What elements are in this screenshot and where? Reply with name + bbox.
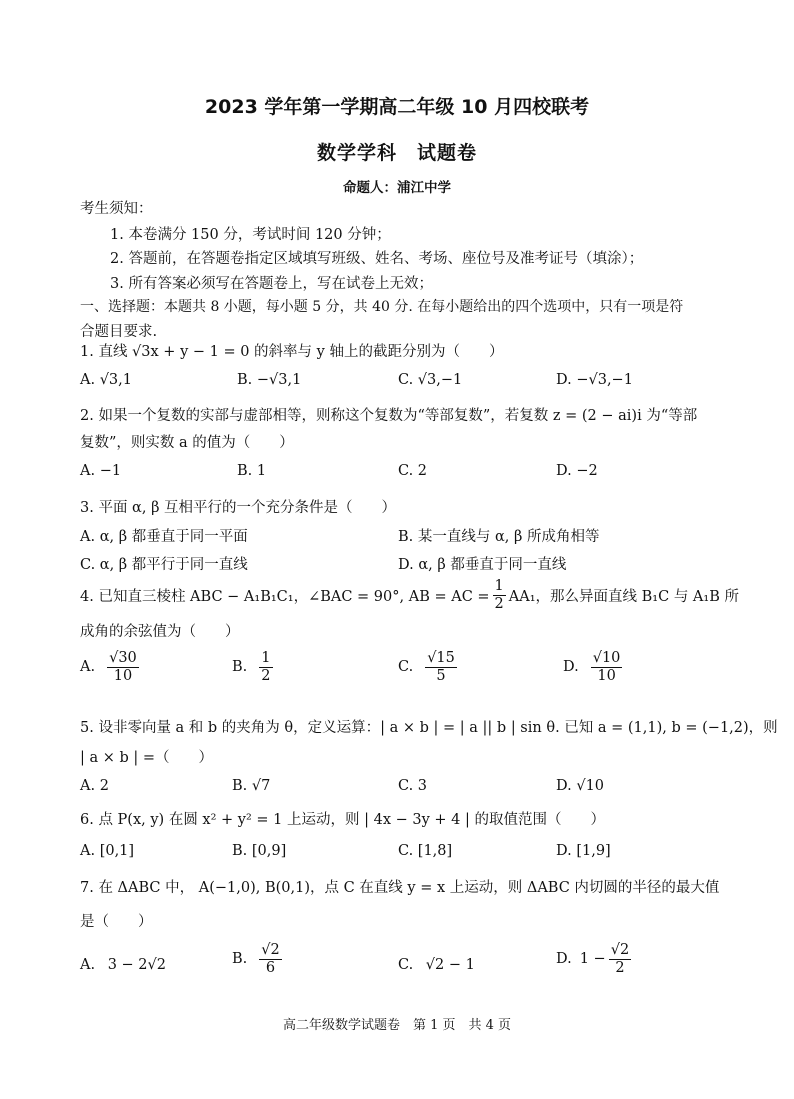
section-intro-line2: 合题目要求. bbox=[80, 324, 158, 340]
q4-option-a-label: A. bbox=[80, 659, 96, 676]
q4-option-c-den: 5 bbox=[436, 667, 446, 684]
q4-option-a-den: 10 bbox=[113, 667, 133, 684]
q7-option-d-label: D. bbox=[556, 951, 572, 968]
q5-option-c: C. 3 bbox=[398, 778, 428, 794]
notice-heading: 考生须知： bbox=[80, 201, 153, 217]
exam-subtitle: 数学学科 试题卷 bbox=[316, 142, 477, 164]
q4-option-b-frac bbox=[259, 650, 272, 684]
q4-option-c-label: C. bbox=[398, 659, 414, 676]
q4-option-d-frac bbox=[591, 650, 623, 684]
q7-option-b bbox=[232, 942, 285, 976]
q3-option-b: B. 某一直线与 α, β 所成角相等 bbox=[398, 529, 600, 545]
q7-option-d-num: √2 bbox=[610, 942, 630, 958]
q7-option-b-frac bbox=[259, 942, 281, 976]
q4-frac-denominator: 2 bbox=[494, 595, 504, 612]
q2-option-d: D. −2 bbox=[556, 463, 598, 479]
q2-option-a: A. −1 bbox=[80, 463, 122, 479]
q4-option-c-num: √15 bbox=[427, 650, 455, 666]
q4-stem-fraction bbox=[493, 578, 506, 612]
question-4-stem-line1 bbox=[80, 578, 739, 612]
q3-option-a: A. α, β 都垂直于同一平面 bbox=[80, 529, 248, 545]
notice-item-1: 1. 本卷满分 150 分，考试时间 120 分钟； bbox=[110, 227, 391, 243]
q6-option-b: B. [0,9] bbox=[232, 843, 287, 859]
question-7-stem-line1: 7. 在 ΔABC 中， A(−1,0), B(0,1)，点 C 在直线 y = x 上运动，则 ΔABC 内切圆的半径的最大值 bbox=[80, 880, 720, 896]
q5-option-a: A. 2 bbox=[80, 778, 109, 794]
q4-option-b-num: 1 bbox=[261, 650, 271, 666]
question-setter: 命题人：浦江中学 bbox=[343, 180, 451, 196]
q7-option-d-frac bbox=[609, 942, 631, 976]
q7-option-a-text: 3 − 2√2 bbox=[107, 957, 166, 973]
q7-option-c-label: C. bbox=[398, 957, 414, 973]
question-5-stem-line2: | a × b | =（ ） bbox=[80, 750, 214, 766]
question-2-stem-line2: 复数”，则实数 a 的值为（ ） bbox=[80, 435, 294, 451]
q7-option-d bbox=[556, 942, 634, 976]
q4-option-a-num: √30 bbox=[109, 650, 137, 666]
q4-option-b bbox=[232, 650, 276, 684]
q4-option-d-num: √10 bbox=[592, 650, 621, 666]
question-5-stem-line1: 5. 设非零向量 a 和 b 的夹角为 θ，定义运算：| a × b | = | a || b | sin θ. 已知 a = (1,1), b = (−1,2)，则 bbox=[80, 720, 778, 736]
q6-option-d: D. [1,9] bbox=[556, 843, 611, 859]
q4-stem-part-a: 4. 已知直三棱柱 ABC − A₁B₁C₁，∠BAC = 90°, AB = AC = bbox=[80, 588, 490, 605]
q4-option-c bbox=[398, 650, 460, 684]
question-6-stem: 6. 点 P(x, y) 在圆 x² + y² = 1 上运动，则 | 4x − 3y + 4 | 的取值范围（ ） bbox=[80, 812, 605, 828]
question-3-stem: 3. 平面 α, β 互相平行的一个充分条件是（ ） bbox=[80, 500, 397, 516]
q1-option-b: B. −√3,1 bbox=[237, 372, 302, 388]
q7-option-a bbox=[80, 957, 166, 973]
notice-item-2: 2. 答题前，在答题卷指定区域填写班级、姓名、考场、座位号及准考证号（填涂）； bbox=[110, 251, 644, 267]
q6-option-c: C. [1,8] bbox=[398, 843, 453, 859]
q4-frac-numerator: 1 bbox=[494, 578, 504, 594]
q4-option-a bbox=[80, 650, 142, 684]
q2-option-b: B. 1 bbox=[237, 463, 267, 479]
q7-option-d-den: 2 bbox=[615, 959, 625, 976]
q7-option-b-num: √2 bbox=[261, 942, 280, 958]
q6-option-a: A. [0,1] bbox=[80, 843, 135, 859]
q7-option-b-label: B. bbox=[232, 951, 248, 968]
question-7-stem-line2: 是（ ） bbox=[80, 914, 153, 930]
q4-stem-part-b: AA₁，那么异面直线 B₁C 与 A₁B 所 bbox=[508, 588, 739, 605]
exam-title: 2023 学年第一学期高二年级 10 月四校联考 bbox=[204, 96, 590, 118]
q5-option-d: D. √10 bbox=[556, 778, 605, 794]
q5-option-b: B. √7 bbox=[232, 778, 271, 794]
q2-option-c: C. 2 bbox=[398, 463, 428, 479]
page-footer: 高二年级数学试题卷 第 1 页 共 4 页 bbox=[282, 1018, 512, 1033]
question-1-stem: 1. 直线 √3x + y − 1 = 0 的斜率与 y 轴上的截距分别为（ ） bbox=[80, 344, 504, 360]
q7-option-b-den: 6 bbox=[265, 959, 276, 976]
q1-option-a: A. √3,1 bbox=[80, 372, 132, 388]
q7-option-c bbox=[398, 957, 475, 973]
q3-option-d: D. α, β 都垂直于同一直线 bbox=[398, 557, 567, 573]
q4-option-b-den: 2 bbox=[261, 667, 271, 684]
q4-option-d bbox=[563, 650, 625, 684]
question-4-stem-line2: 成角的余弦值为（ ） bbox=[80, 624, 240, 640]
q3-option-c: C. α, β 都平行于同一直线 bbox=[80, 557, 248, 573]
q1-option-d: D. −√3,−1 bbox=[556, 372, 633, 388]
q1-option-c: C. √3,−1 bbox=[398, 372, 463, 388]
q4-option-d-den: 10 bbox=[597, 667, 616, 684]
q4-option-d-label: D. bbox=[563, 659, 579, 676]
q7-option-c-text: √2 − 1 bbox=[425, 957, 475, 973]
q4-option-b-label: B. bbox=[232, 659, 248, 676]
q7-option-a-label: A. bbox=[80, 957, 96, 973]
q7-option-d-text: 1 − bbox=[579, 951, 606, 968]
question-2-stem-line1: 2. 如果一个复数的实部与虚部相等，则称这个复数为“等部复数”，若复数 z = (2 − ai)i 为“等部 bbox=[80, 408, 698, 424]
section-intro-line1: 一、选择题：本题共 8 小题，每小题 5 分，共 40 分. 在每小题给出的四个选项中，只有一项是符 bbox=[80, 299, 684, 315]
q4-option-a-frac bbox=[107, 650, 139, 684]
notice-item-3: 3. 所有答案必须写在答题卷上，写在试卷上无效； bbox=[110, 276, 433, 292]
q4-option-c-frac bbox=[425, 650, 457, 684]
